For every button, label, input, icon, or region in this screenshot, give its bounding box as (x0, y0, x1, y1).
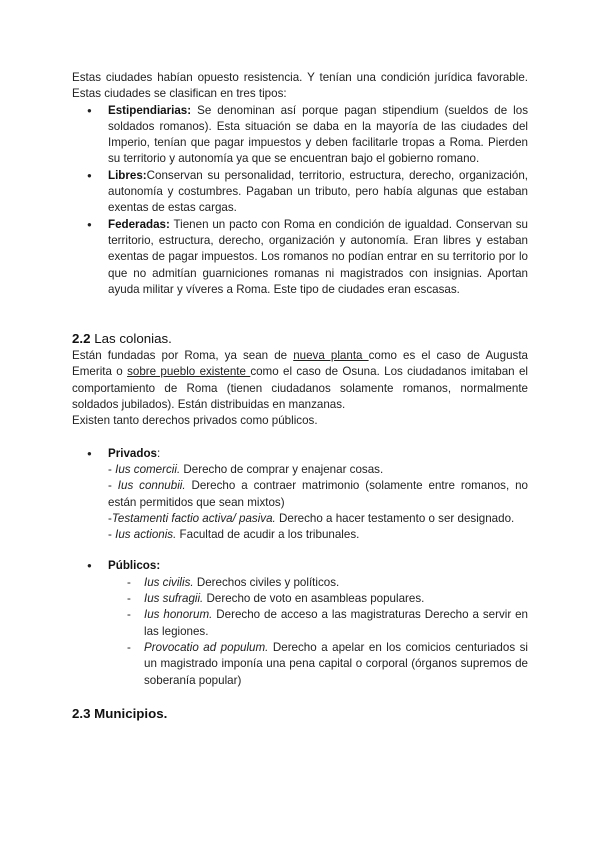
type-label: Federadas: (108, 217, 170, 231)
privado-item: - Ius connubii. Derecho a contraer matrimonio (solamente entre romanos, no están permitidos que sean mixtos) (108, 479, 528, 509)
list-item: ● Privados: - Ius comercii. Derecho de comprar y enajenar cosas. - Ius connubii. Derecho a contraer matrimonio (solamente entre romanos, no están permitidos que sean mixtos) -Testamenti factio activa/ pasiva. Derecho a hacer testamento o ser designado. - Ius actionis. Facultad de acudir a los tribunales. (108, 446, 528, 544)
privados-list (72, 446, 528, 544)
underlined-term: nueva planta (293, 349, 369, 363)
type-text: Conservan su personalidad, territorio, estructura, derecho, organización, autonomía y costumbres. Pagaban un tributo, pero había algunas que estaban exentas de estas cargas. (108, 168, 528, 215)
document-page (72, 70, 528, 723)
privado-item: - Ius comercii. Derecho de comprar y enajenar cosas. (108, 462, 384, 476)
publico-item: - Ius civilis. Derechos civiles y políticos. (144, 575, 528, 591)
publico-item: - Provocatio ad populum. Derecho a apelar en los comicios centuriados si un magistrado imponía una pena capital o corporal (órganos supremos de soberanía popular) (144, 640, 528, 689)
privados-label: Privados (108, 446, 157, 460)
publicos-list (72, 558, 528, 688)
type-text: Se denominan así porque pagan stipendium (sueldos de los soldados romanos). Esta situación se daba en la mayoría de las ciudades del Imperio, tenían que pagar impuestos y deben facilitarle tropas a Roma. Pierden su territorio y autonomía ya que se encuentran bajo el gobierno romano. (108, 103, 528, 166)
type-label: Estipendiarias: (108, 103, 192, 117)
list-item (108, 217, 528, 298)
type-label: Libres: (108, 168, 147, 182)
list-item (108, 103, 528, 168)
publico-item: - Ius honorum. Derecho de acceso a las magistraturas Derecho a servir en las legiones. (144, 607, 528, 640)
privado-item: - Ius actionis. Facultad de acudir a los tribunales. (108, 528, 360, 542)
city-types-list (72, 103, 528, 299)
colonias-paragraph: Están fundadas por Roma, ya sean de nueva planta como es el caso de Augusta Emerita o sobre pueblo existente como el caso de Osuna. Los ciudadanos imitaban el comportamiento de Roma (tienen ciudadanos solamente romanos, normalmente soldados jubilados). Están distribuidas en manzanas. (72, 349, 528, 412)
list-item (108, 558, 528, 688)
privado-item: -Testamenti factio activa/ pasiva. Derecho a hacer testamento o ser designado. (108, 511, 515, 525)
underlined-term: sobre pueblo existente (127, 365, 251, 379)
publico-item: - Ius sufragii. Derecho de voto en asambleas populares. (144, 591, 528, 607)
publicos-label: Públicos: (108, 559, 161, 573)
intro-paragraph: Estas ciudades habían opuesto resistencia. Y tenían una condición jurídica favorable. Estas ciudades se clasifican en tres tipos: (72, 71, 528, 101)
publicos-sublist (108, 575, 528, 689)
derechos-paragraph: Existen tanto derechos privados como públicos. (72, 414, 318, 428)
section-heading-colonias: 2.2 Las colonias. (72, 331, 172, 347)
type-text: Tienen un pacto con Roma en condición de igualdad. Conservan su territorio, estructura, derecho, organización y autonomía. Eran libres y estaban exentas de pagar impuestos. Los romanos no podían entrar en su territorio por lo que no admitían guarniciones romanas ni magistrados con insignias. Aportan ayuda militar y víveres a Roma. Este tipo de ciudades eran escasas. (108, 217, 528, 296)
list-item (108, 168, 528, 217)
section-heading-municipios: 2.3 Municipios. (72, 705, 168, 721)
